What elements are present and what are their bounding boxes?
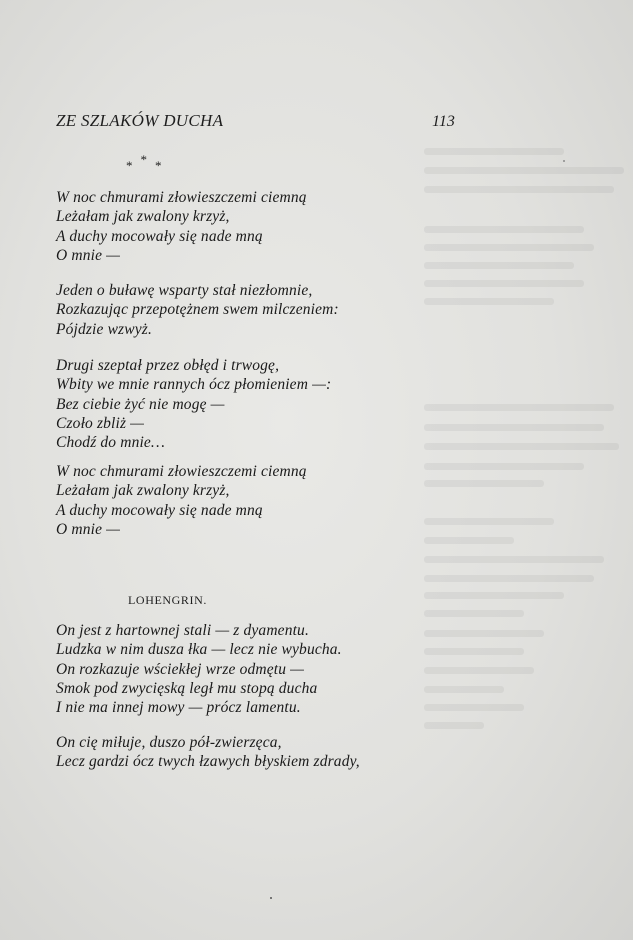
show-through-line	[424, 262, 574, 269]
verse-line: Wbity we mnie rannych ócz płomieniem —:	[56, 376, 332, 394]
poem2-stanza-1	[56, 621, 342, 717]
poem2-stanza-2	[56, 733, 360, 772]
running-title: ZE SZLAKÓW DUCHA	[56, 111, 224, 130]
show-through-line	[424, 443, 619, 450]
verse-line: O mnie —	[56, 246, 121, 264]
verse-line: A duchy mocowały się nade mną	[56, 501, 263, 519]
verse-line: W noc chmurami złowieszczemi ciemną	[56, 189, 307, 206]
show-through-line	[424, 148, 564, 155]
poem1-stanza-4	[56, 462, 307, 539]
show-through-line	[424, 167, 624, 174]
verse-line: On jest z hartownej stali — z dyamentu.	[56, 622, 309, 639]
show-through-line	[424, 630, 544, 637]
show-through-line	[424, 575, 594, 582]
verse-line: Ludzka w nim dusza łka — lecz nie wybucha.	[56, 641, 342, 659]
verse-line: Leżałam jak zwalony krzyż,	[56, 208, 230, 226]
verse-line: Rozkazując przepotężnem swem milczeniem:	[56, 301, 339, 319]
show-through-line	[424, 280, 584, 287]
verse-line: Lecz gardzi ócz twych łzawych błyskiem zdrady,	[56, 753, 360, 771]
show-through-line	[424, 298, 554, 305]
asterism-left-star: *	[126, 158, 141, 173]
show-through-line	[424, 556, 604, 563]
verse-line: Bez ciebie żyć nie mogę —	[56, 395, 225, 413]
show-through-line	[424, 480, 544, 487]
show-through-line	[424, 186, 614, 193]
verse-line: Jeden o buławę wsparty stał niezłomnie,	[56, 282, 313, 299]
verse-line: Smok pod zwycięską legł mu stopą ducha	[56, 679, 318, 697]
paper-speck	[563, 160, 565, 162]
show-through-line	[424, 667, 534, 674]
paper-speck	[270, 897, 272, 899]
verse-line: Czoło zbliż —	[56, 414, 145, 432]
verse-line: Leżałam jak zwalony krzyż,	[56, 482, 230, 500]
verse-line: I nie ma innej mowy — prócz lamentu.	[56, 699, 301, 717]
verse-line: Chodź do mnie…	[56, 434, 165, 452]
show-through-line	[424, 404, 614, 411]
verse-line: W noc chmurami złowieszczemi ciemną	[56, 463, 307, 480]
verse-line: Pójdzie wzwyż.	[56, 320, 152, 338]
show-through-line	[424, 537, 514, 544]
show-through-line	[424, 648, 524, 655]
poem1-stanza-1	[56, 188, 307, 265]
verse-line: A duchy mocowały się nade mną	[56, 227, 263, 245]
show-through-line	[424, 518, 554, 525]
verse-line: Drugi szeptał przez obłęd i trwogę,	[56, 357, 280, 374]
asterism	[126, 152, 170, 174]
verse-line: On rozkazuje wściekłej wrze odmętu —	[56, 660, 305, 678]
poem-title: LOHENGRIN.	[128, 593, 207, 607]
asterism-top-star: *	[140, 152, 155, 167]
show-through-line	[424, 722, 484, 729]
show-through-line	[424, 463, 584, 470]
poem1-stanza-3	[56, 356, 331, 452]
show-through-line	[424, 704, 524, 711]
show-through-line	[424, 610, 524, 617]
show-through-line	[424, 226, 584, 233]
asterism-right-star: *	[155, 158, 170, 173]
show-through-line	[424, 244, 594, 251]
verse-line: O mnie —	[56, 520, 121, 538]
show-through-line	[424, 592, 564, 599]
show-through-line	[424, 686, 504, 693]
poem1-stanza-2	[56, 281, 339, 339]
show-through-line	[424, 424, 604, 431]
page-number: 113	[432, 113, 455, 130]
verse-line: On cię miłuje, duszo pół-zwierzęca,	[56, 734, 282, 751]
